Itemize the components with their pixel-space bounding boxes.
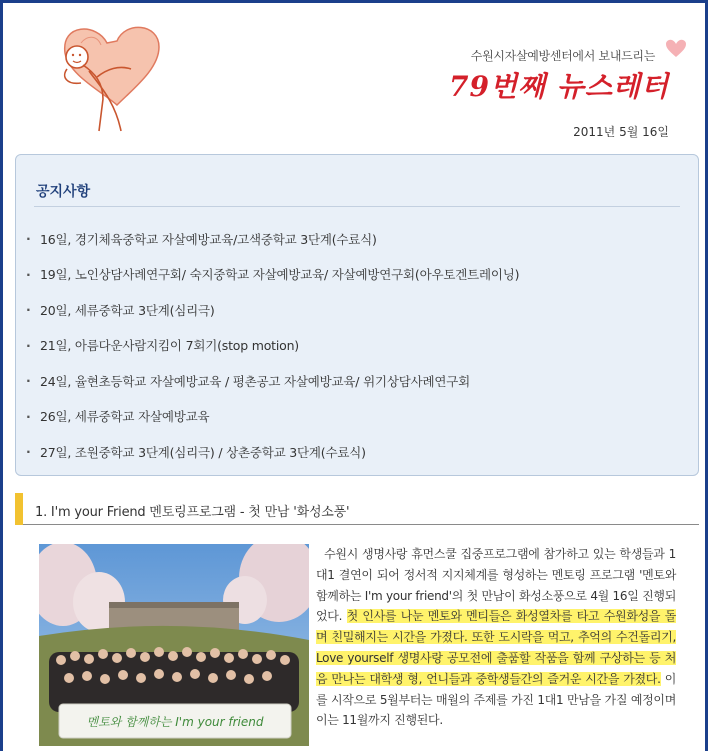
notice-divider <box>34 206 680 207</box>
notice-item <box>26 257 686 293</box>
notice-title: 공지사항 <box>36 184 91 200</box>
notice-item-text: 19일, 노인상담사례연구회/ 숙지중학교 자살예방교육/ 자살예방연구회(아우토겐트레이닝) <box>40 267 520 283</box>
notice-item-text: 27일, 조원중학교 3단계(심리극) / 상촌중학교 3단계(수료식) <box>40 444 366 460</box>
small-heart-icon <box>665 39 687 59</box>
article-body-text: 수원시 생명사랑 휴먼스쿨 집중프로그램에 참가하고 있는 학생들과 1대1 결연이 되어 정서적 지지체계를 형성하는 멘토링 프로그램 '멘토와 함께하는 I'm your friend'의 첫 만남이 화성소풍으로 4월 16일 진행되었다. <box>316 547 676 624</box>
group-photo <box>39 544 309 746</box>
banner-text: 멘토와 함께하는 I'm your friend <box>86 715 264 729</box>
notice-item-text: 16일, 경기체육중학교 자살예방교육/고색중학교 3단계(수료식) <box>40 231 377 247</box>
notice-item <box>26 292 686 328</box>
notice-item <box>26 221 686 257</box>
bullet-icon: · <box>26 302 31 318</box>
bullet-icon: · <box>26 444 31 460</box>
article-highlight-text: 첫 인사를 나눈 멘토와 멘티들은 화성열차를 타고 수원화성을 돌며 친밀해지는 시간을 가졌다. 또한 도시락을 먹고, 추억의 수건돌리기, Love yourself 생명사랑 공모전에 출품할 작품을 함께 구상하는 등 처음 만나는 대학생 형, 언니들과 중학생들간의 즐거운 시간을 가졌다. <box>316 609 676 686</box>
notice-item <box>26 363 686 399</box>
issue-date: 2011년 5월 16일 <box>573 125 669 139</box>
notice-item <box>26 328 686 364</box>
bullet-icon: · <box>26 408 31 424</box>
accent-bar <box>15 493 23 525</box>
issue-title: 79번째 뉴스레터 <box>448 70 669 103</box>
bullet-icon: · <box>26 266 31 282</box>
article-header <box>15 493 699 525</box>
person-hugging-heart-icon <box>41 13 171 143</box>
bullet-icon: · <box>26 337 31 353</box>
bullet-icon: · <box>26 231 31 247</box>
article-body <box>316 544 676 731</box>
article-title: 1. I'm your Friend 멘토링프로그램 - 첫 만남 '화성소풍' <box>35 505 350 520</box>
notice-item <box>26 399 686 435</box>
notice-item-text: 24일, 율현초등학교 자살예방교육 / 평촌공고 자살예방교육/ 위기상담사례연구회 <box>40 373 470 389</box>
notice-box <box>15 154 699 476</box>
notice-item-text: 20일, 세류중학교 3단계(심리극) <box>40 302 215 318</box>
article-body-tail: 이를 시작으로 5월부터는 매월의 주제를 가진 1대1 만남을 가질 예정이며 이는 11월까지 진행된다. <box>316 671 676 728</box>
notice-item-text: 26일, 세류중학교 자살예방교육 <box>40 409 210 425</box>
notice-item-text: 21일, 아름다운사람지킴이 7회기(stop motion) <box>40 338 299 354</box>
bullet-icon: · <box>26 373 31 389</box>
notice-item <box>26 434 686 470</box>
sender-line: 수원시자살예방센터에서 보내드리는 <box>470 49 655 63</box>
notice-list <box>26 221 686 470</box>
